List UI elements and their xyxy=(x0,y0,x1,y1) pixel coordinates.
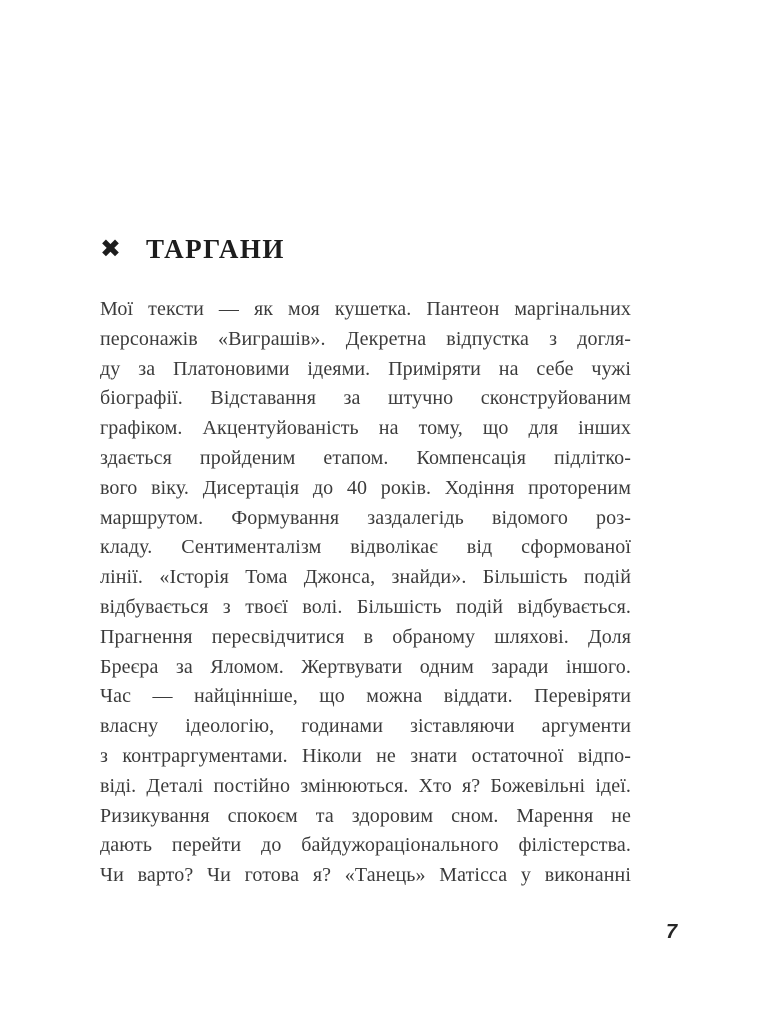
page-number: 7 xyxy=(666,921,678,943)
paragraph-line: персонажів «Виграшів». Декретна відпустка з догля- xyxy=(100,327,631,350)
paragraph-line: здається пройденим етапом. Компенсація підлітко- xyxy=(100,446,631,469)
paragraph-line: Бреєра за Яломом. Жертвувати одним заради іншого. xyxy=(100,655,631,678)
chapter-header xyxy=(100,236,285,263)
paragraph-line: біографії. Відставання за штучно сконструйованим xyxy=(100,387,631,410)
paragraph-line: Прагнення пересвідчитися в обраному шляхові. Доля xyxy=(100,625,631,648)
paragraph-line: дають перейти до байдужораціонального філістерства. xyxy=(100,834,631,857)
chapter-marker-icon: ✖ xyxy=(100,234,121,263)
chapter-body xyxy=(100,295,631,891)
paragraph-line: графіком. Акцентуйованість на тому, що для інших xyxy=(100,417,631,440)
paragraph-line: віді. Деталі постійно змінюються. Хто я? Божевільні ідеї. xyxy=(100,774,631,797)
paragraph-line: Мої тексти — як моя кушетка. Пантеон маргінальних xyxy=(100,298,631,320)
paragraph-line: кладу. Сентименталізм відволікає від сформованої xyxy=(100,536,631,559)
chapter-title: ТАРГАНИ xyxy=(145,234,285,264)
paragraph-line: Час — найцінніше, що можна віддати. Перевіряти xyxy=(100,685,631,708)
paragraph-line: Чи варто? Чи готова я? «Танець» Матісса у виконанні xyxy=(100,864,631,887)
paragraph-line: лінії. «Історія Тома Джонса, знайди». Більшість подій xyxy=(100,566,631,589)
paragraph-line: відбувається з твоєї волі. Більшість подій відбувається. xyxy=(100,595,631,618)
paragraph-line: Ризикування спокоєм та здоровим сном. Марення не xyxy=(100,804,631,827)
paragraph-line: власну ідеологію, годинами зіставляючи аргументи xyxy=(100,715,631,738)
paragraph-line: маршрутом. Формування заздалегідь відомого роз- xyxy=(100,506,631,529)
paragraph-line: з контраргументами. Ніколи не знати остаточної відпо- xyxy=(100,744,631,767)
paragraph-line: вого віку. Дисертація до 40 років. Ходіння протореним xyxy=(100,476,631,499)
paragraph-line: ду за Платоновими ідеями. Приміряти на себе чужі xyxy=(100,357,631,380)
